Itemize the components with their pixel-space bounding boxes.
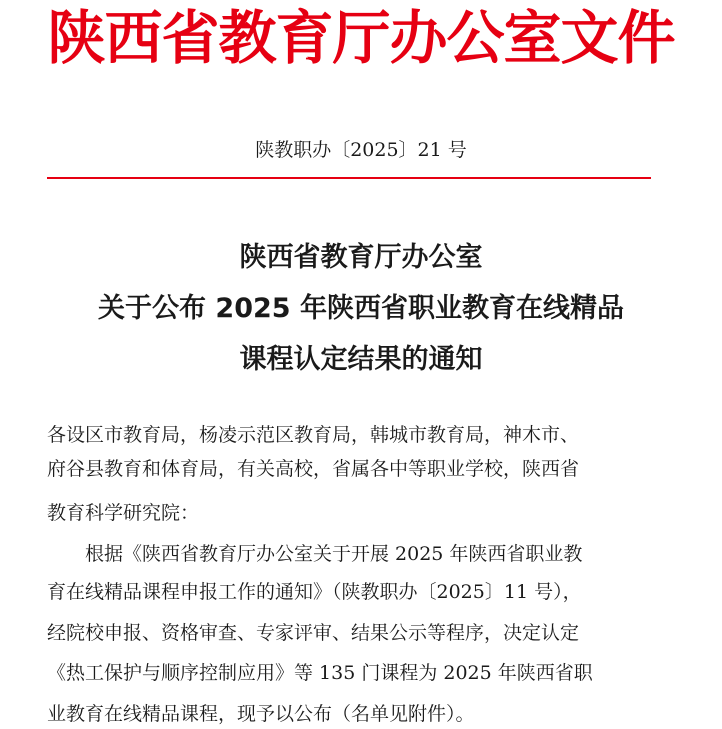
- body-line: 根据《陕西省教育厅办公室关于开展 2025 年陕西省职业教: [47, 543, 583, 565]
- body-line: 经院校申报、资格审查、专家评审、结果公示等程序，决定认定: [47, 622, 580, 644]
- body-line: 教育科学研究院：: [47, 502, 200, 524]
- body-line: 业教育在线精品课程，现予以公布（名单见附件）。: [47, 703, 475, 725]
- red-divider-rule: [47, 177, 651, 179]
- notice-title-line-2: 关于公布 2025 年陕西省职业教育在线精品: [98, 293, 624, 324]
- document-number: 陕教职办〔2025〕21 号: [255, 139, 467, 161]
- document-masthead: 陕西省教育厅办公室文件: [47, 4, 675, 72]
- body-line: 各设区市教育局，杨凌示范区教育局，韩城市教育局，神木市、: [47, 424, 580, 446]
- body-line: 府谷县教育和体育局，有关高校，省属各中等职业学校，陕西省: [47, 458, 580, 480]
- body-line: 育在线精品课程申报工作的通知》（陕教职办〔2025〕11 号），: [47, 581, 582, 603]
- notice-title-line-1: 陕西省教育厅办公室: [239, 242, 483, 273]
- body-line: 《热工保护与顺序控制应用》等 135 门课程为 2025 年陕西省职: [47, 662, 593, 684]
- notice-title-line-3: 课程认定结果的通知: [239, 344, 483, 375]
